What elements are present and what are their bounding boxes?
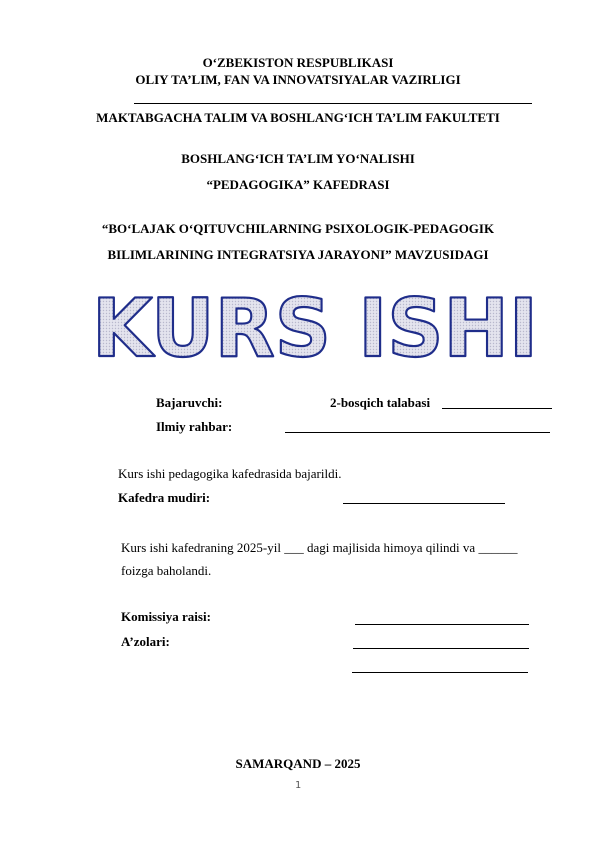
page-number: 1 (294, 780, 302, 791)
topic-line-1: “BO‘LAJAK O‘QITUVCHILARNING PSIXOLOGIK-PEDAGOGIK (101, 221, 495, 236)
kurs-ishi-title (90, 288, 540, 368)
members-label: A’zolari: (121, 634, 170, 649)
kurs-ishi-text: KURS ISHI (92, 288, 538, 368)
faculty-title: MAKTABGACHA TALIM VA BOSHLANG‘ICH TA’LIM FAKULTETI (96, 110, 500, 125)
supervisor-label: Ilmiy rahbar: (156, 419, 233, 434)
commission-chair-line (355, 624, 529, 625)
ministry-title: OLIY TA’LIM, FAN VA INNOVATSIYALAR VAZIRLIGI (135, 72, 461, 87)
defense-text-line-1: Kurs ishi kafedraning 2025-yil ___ dagi majlisida himoya qilindi va ______ (121, 540, 518, 555)
department-title: “PEDAGOGIKA” KAFEDRASI (206, 177, 390, 192)
header-divider (134, 103, 532, 104)
commission-chair-label: Komissiya raisi: (121, 609, 211, 624)
member-line-2 (352, 672, 528, 673)
executor-label: Bajaruvchi: (156, 395, 223, 410)
department-head-line (343, 503, 505, 504)
country-title: O‘ZBEKISTON RESPUBLIKASI (202, 55, 394, 70)
completion-text: Kurs ishi pedagogika kafedrasida bajarildi. (118, 466, 342, 481)
city-year: SAMARQAND – 2025 (235, 756, 361, 771)
executor-name-line (442, 408, 552, 409)
supervisor-name-line (285, 432, 550, 433)
topic-line-2: BILIMLARINING INTEGRATSIYA JARAYONI” MAVZUSIDAGI (107, 247, 489, 262)
defense-text-line-2: foizga baholandi. (121, 563, 212, 578)
direction-title: BOSHLANG‘ICH TA’LIM YO‘NALISHI (181, 151, 415, 166)
member-line-1 (353, 648, 529, 649)
department-head-label: Kafedra mudiri: (118, 490, 211, 505)
executor-value: 2-bosqich talabasi (330, 395, 431, 410)
